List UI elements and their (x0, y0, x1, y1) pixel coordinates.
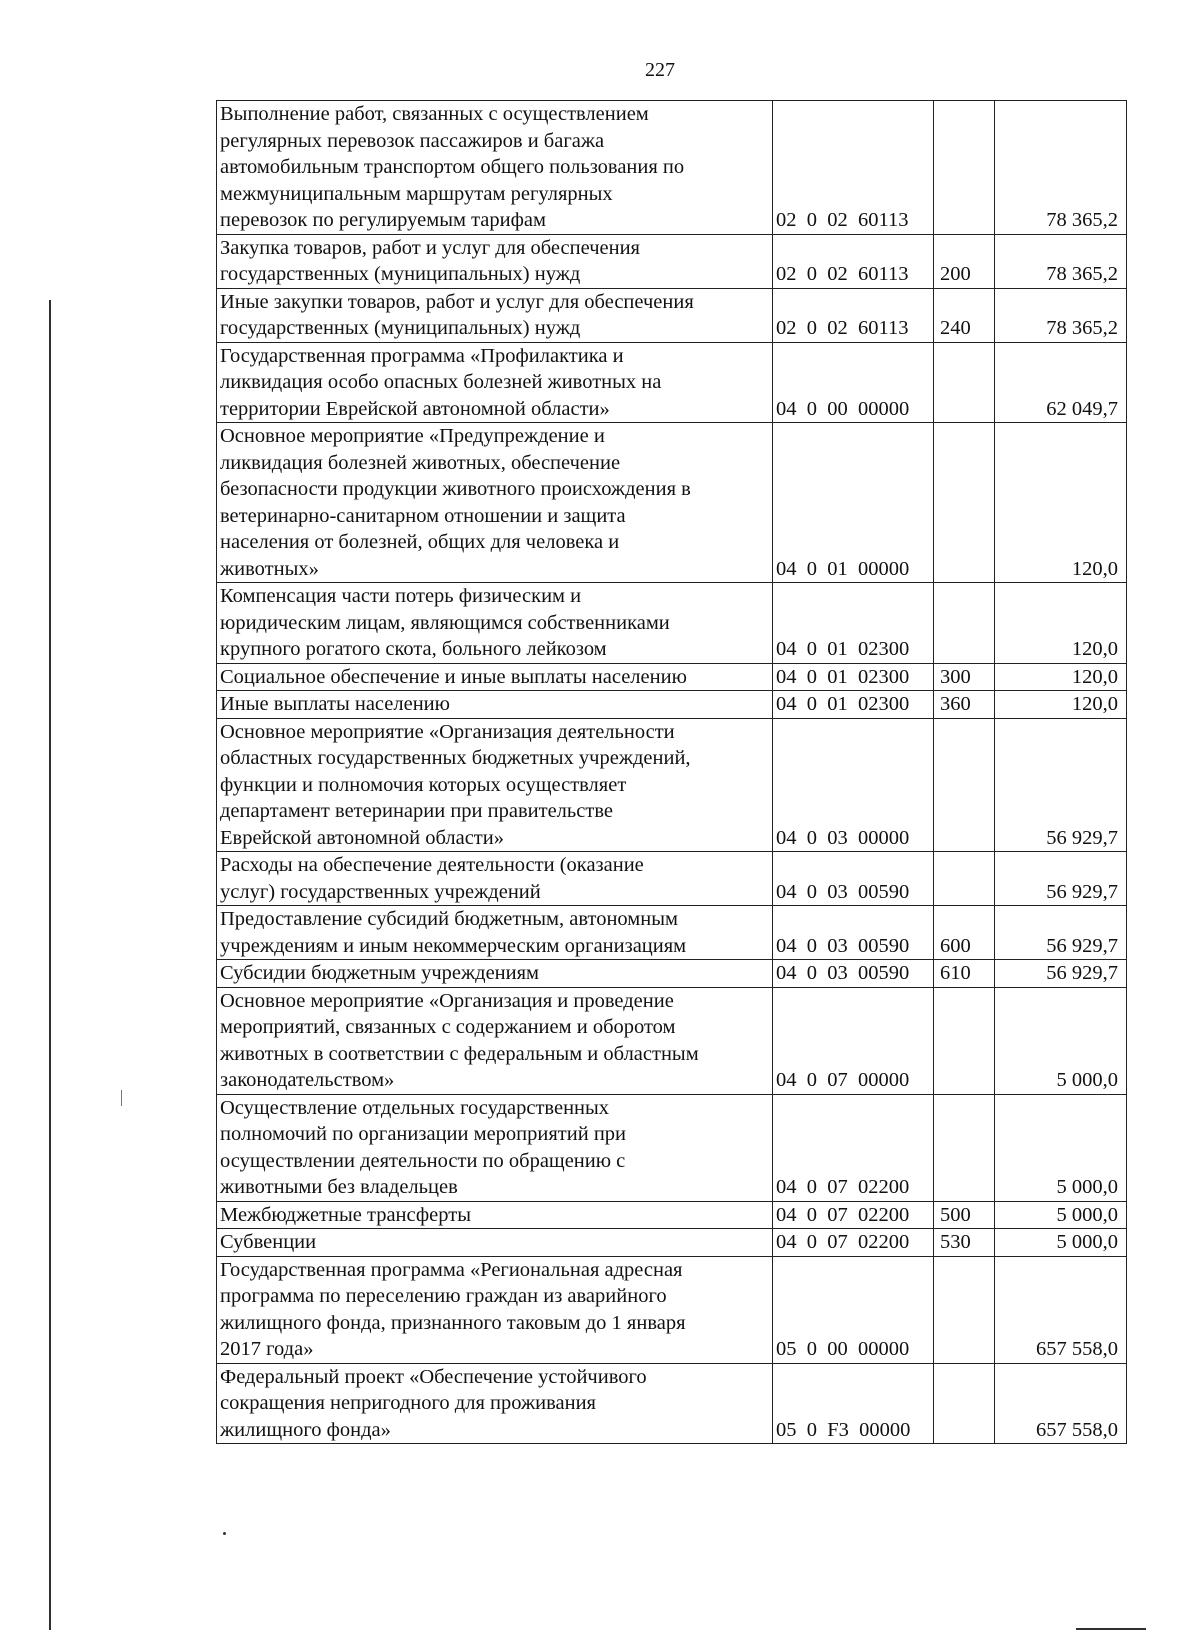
table-row (217, 423, 1127, 583)
row-name-cell: Субвенции (217, 1229, 773, 1257)
row-name-cell: Осуществление отдельных государственных полномочий по организации мероприятий при осуществлении деятельности по обращению с животными без владельцев (217, 1094, 773, 1201)
row-code-cell: 04 0 03 00590 (773, 960, 934, 988)
row-name-cell: Основное мероприятие «Организация деятельности областных государственных бюджетных учреждений, функции и полномочия которых осуществляет департамент ветеринарии при правительстве Еврейской автономной области» (217, 718, 773, 852)
row-name-cell: Предоставление субсидий бюджетным, автономным учреждениям и иным некоммерческим организациям (217, 906, 773, 960)
row-code-cell: 04 0 07 00000 (773, 987, 934, 1094)
table-row (217, 342, 1127, 423)
budget-table (216, 100, 1127, 1444)
row-code-cell: 04 0 00 00000 (773, 342, 934, 423)
row-name-cell: Иные выплаты населению (217, 691, 773, 719)
row-type-cell (934, 423, 995, 583)
scan-margin-mark (121, 1090, 122, 1106)
row-name-cell: Федеральный проект «Обеспечение устойчивого сокращения непригодного для проживания жилищного фонда» (217, 1363, 773, 1444)
row-type-cell (934, 1094, 995, 1201)
row-amount-cell: 657 558,0 (995, 1363, 1127, 1444)
row-name-cell: Государственная программа «Профилактика и ликвидация особо опасных болезней животных на территории Еврейской автономной области» (217, 342, 773, 423)
row-type-cell (934, 583, 995, 664)
row-type-cell: 200 (934, 234, 995, 288)
row-name-cell: Расходы на обеспечение деятельности (оказание услуг) государственных учреждений (217, 852, 773, 906)
row-amount-cell: 62 049,7 (995, 342, 1127, 423)
table-row (217, 101, 1127, 235)
row-amount-cell: 120,0 (995, 423, 1127, 583)
table-row (217, 1201, 1127, 1229)
row-name-cell: Межбюджетные трансферты (217, 1201, 773, 1229)
row-name-cell: Основное мероприятие «Организация и проведение мероприятий, связанных с содержанием и оборотом животных в соответствии с федеральным и областным законодательством» (217, 987, 773, 1094)
row-amount-cell: 56 929,7 (995, 852, 1127, 906)
row-amount-cell: 56 929,7 (995, 906, 1127, 960)
row-code-cell: 04 0 07 02200 (773, 1229, 934, 1257)
table-row (217, 1363, 1127, 1444)
row-name-cell: Выполнение работ, связанных с осуществлением регулярных перевозок пассажиров и багажа автомобильным транспортом общего пользования по межмуниципальным маршрутам регулярных перевозок по регулируемым тарифам (217, 101, 773, 235)
row-type-cell: 610 (934, 960, 995, 988)
page-number: 227 (645, 59, 675, 81)
table-row (217, 718, 1127, 852)
row-amount-cell: 5 000,0 (995, 1094, 1127, 1201)
row-code-cell: 04 0 03 00590 (773, 852, 934, 906)
table-row (217, 1094, 1127, 1201)
row-code-cell: 04 0 03 00590 (773, 906, 934, 960)
table-row (217, 663, 1127, 691)
table-row (217, 960, 1127, 988)
row-name-cell: Субсидии бюджетным учреждениям (217, 960, 773, 988)
budget-table-body (217, 101, 1127, 1444)
row-code-cell: 04 0 01 02300 (773, 691, 934, 719)
row-type-cell (934, 852, 995, 906)
row-amount-cell: 78 365,2 (995, 101, 1127, 235)
scan-margin-line (49, 300, 51, 1630)
row-amount-cell: 78 365,2 (995, 288, 1127, 342)
row-amount-cell: 120,0 (995, 663, 1127, 691)
table-row (217, 906, 1127, 960)
table-row (217, 583, 1127, 664)
row-amount-cell: 5 000,0 (995, 1201, 1127, 1229)
row-code-cell: 04 0 07 02200 (773, 1201, 934, 1229)
table-row (217, 852, 1127, 906)
row-code-cell: 04 0 01 00000 (773, 423, 934, 583)
row-type-cell: 360 (934, 691, 995, 719)
row-type-cell: 600 (934, 906, 995, 960)
row-name-cell: Компенсация части потерь физическим и юридическим лицам, являющимся собственниками крупного рогатого скота, больного лейкозом (217, 583, 773, 664)
table-row (217, 691, 1127, 719)
row-amount-cell: 56 929,7 (995, 960, 1127, 988)
row-type-cell (934, 1363, 995, 1444)
row-amount-cell: 657 558,0 (995, 1256, 1127, 1363)
row-name-cell: Закупка товаров, работ и услуг для обеспечения государственных (муниципальных) нужд (217, 234, 773, 288)
row-code-cell: 04 0 07 02200 (773, 1094, 934, 1201)
row-type-cell (934, 987, 995, 1094)
row-name-cell: Иные закупки товаров, работ и услуг для обеспечения государственных (муниципальных) нужд (217, 288, 773, 342)
row-type-cell (934, 101, 995, 235)
scan-speck (223, 1532, 226, 1535)
table-row (217, 288, 1127, 342)
table-row (217, 987, 1127, 1094)
row-name-cell: Социальное обеспечение и иные выплаты населению (217, 663, 773, 691)
row-type-cell: 500 (934, 1201, 995, 1229)
row-type-cell (934, 1256, 995, 1363)
row-amount-cell: 78 365,2 (995, 234, 1127, 288)
row-code-cell: 05 0 F3 00000 (773, 1363, 934, 1444)
row-type-cell (934, 342, 995, 423)
row-amount-cell: 120,0 (995, 691, 1127, 719)
table-row (217, 234, 1127, 288)
table-row (217, 1229, 1127, 1257)
row-code-cell: 02 0 02 60113 (773, 288, 934, 342)
row-name-cell: Основное мероприятие «Предупреждение и ликвидация болезней животных, обеспечение безопасности продукции животного происхождения в ветеринарно-санитарном отношении и защита населения от болезней, общих для человека и животных» (217, 423, 773, 583)
row-type-cell: 530 (934, 1229, 995, 1257)
row-code-cell: 04 0 01 02300 (773, 663, 934, 691)
row-code-cell: 04 0 01 02300 (773, 583, 934, 664)
row-amount-cell: 56 929,7 (995, 718, 1127, 852)
row-amount-cell: 5 000,0 (995, 1229, 1127, 1257)
row-amount-cell: 5 000,0 (995, 987, 1127, 1094)
row-code-cell: 02 0 02 60113 (773, 234, 934, 288)
scan-bottom-mark (1076, 1628, 1146, 1630)
row-name-cell: Государственная программа «Региональная адресная программа по переселению граждан из аварийного жилищного фонда, признанного таковым до 1 января 2017 года» (217, 1256, 773, 1363)
row-code-cell: 05 0 00 00000 (773, 1256, 934, 1363)
row-type-cell: 240 (934, 288, 995, 342)
table-row (217, 1256, 1127, 1363)
row-type-cell (934, 718, 995, 852)
row-amount-cell: 120,0 (995, 583, 1127, 664)
row-code-cell: 04 0 03 00000 (773, 718, 934, 852)
row-type-cell: 300 (934, 663, 995, 691)
row-code-cell: 02 0 02 60113 (773, 101, 934, 235)
